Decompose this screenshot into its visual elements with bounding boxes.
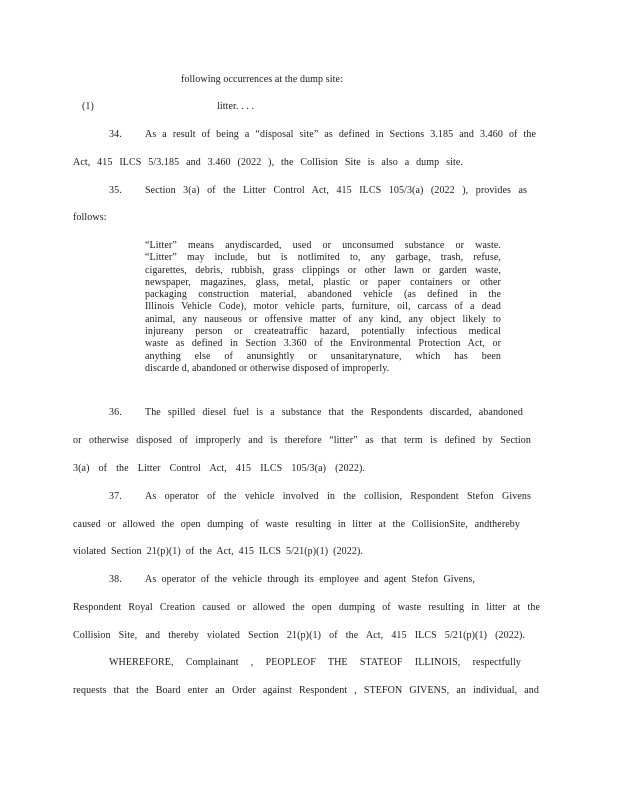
wherefore-line-2: requests that the Board enter an Order against Respondent , STEFON GIVENS, an individual, and xyxy=(73,685,539,696)
paragraph-35-number: 35. xyxy=(109,185,122,196)
paragraph-36-line-2: or otherwise disposed of improperly and is therefore “litter” as that term is defined by Section xyxy=(73,435,531,446)
continuation-line: following occurrences at the dump site: xyxy=(181,74,343,85)
quote-line: Illinois Vehicle Code), motor vehicle parts, furniture, oil, carcass of a dead xyxy=(145,301,501,313)
quote-line: packaging construction material, abandoned vehicle (as defined in the xyxy=(145,289,501,301)
block-quote xyxy=(145,240,501,375)
paragraph-36-line-1: The spilled diesel fuel is a substance that the Respondents discarded, abandoned xyxy=(145,407,523,418)
paragraph-34-line-1: As a result of being a “disposal site” as defined in Sections 3.185 and 3.460 of the xyxy=(145,129,536,140)
quote-line: waste as defined in Section 3.360 of the Environmental Protection Act, or xyxy=(145,338,501,350)
paragraph-37-number: 37. xyxy=(109,491,122,502)
paragraph-37-line-1: As operator of the vehicle involved in the collision, Respondent Stefon Givens xyxy=(145,491,531,502)
list-item-text: litter. . . . xyxy=(217,101,255,112)
paragraph-36-line-3: 3(a) of the Litter Control Act, 415 ILCS 105/3(a) (2022). xyxy=(73,463,365,474)
quote-line: discarde d, abandoned or otherwise disposed of improperly. xyxy=(145,362,390,374)
quote-line: cigarettes, debris, rubbish, grass clippings or other lawn or garden waste, xyxy=(145,264,501,276)
quote-line: animal, any nauseous or offensive matter of any kind, any object likely to xyxy=(145,313,501,325)
quote-line: anything else of anunsightly or unsanitarynature, which has been xyxy=(145,350,501,362)
paragraph-38-line-2: Respondent Royal Creation caused or allowed the open dumping of waste resulting in litter at the xyxy=(73,602,540,613)
paragraph-36-number: 36. xyxy=(109,407,122,418)
paragraph-38-line-1: As operator of the vehicle through its employee and agent Stefon Givens, xyxy=(145,574,475,585)
paragraph-38-line-3: Collision Site, and thereby violated Section 21(p)(1) of the Act, 415 ILCS 5/21(p)(1) (2022). xyxy=(73,630,525,641)
paragraph-34-line-2: Act, 415 ILCS 5/3.185 and 3.460 (2022 ), the Collision Site is also a dump site. xyxy=(73,157,463,168)
quote-line: injureany person or createatraffic hazard, potentially infectious medical xyxy=(145,326,501,338)
paragraph-34-number: 34. xyxy=(109,129,122,140)
paragraph-37-line-2: caused or allowed the open dumping of waste resulting in litter at the CollisionSite, andthereby xyxy=(73,519,520,530)
wherefore-line-1: WHEREFORE, Complainant , PEOPLEOF THE STATEOF ILLINOIS, respectfully xyxy=(109,657,521,668)
quote-line: “Litter” may include, but is notlimited to, any garbage, trash, refuse, xyxy=(145,252,501,264)
paragraph-37-line-3: violated Section 21(p)(1) of the Act, 415 ILCS 5/21(p)(1) (2022). xyxy=(73,546,363,557)
quote-line: “Litter” means anydiscarded, used or unconsumed substance or waste. xyxy=(145,240,501,251)
paragraph-38-number: 38. xyxy=(109,574,122,585)
paragraph-35-line-2: follows: xyxy=(73,212,107,223)
list-item-number: (1) xyxy=(82,101,94,112)
quote-line: newspaper, magazines, glass, metal, plastic or paper containers or other xyxy=(145,276,501,288)
paragraph-35-line-1: Section 3(a) of the Litter Control Act, 415 ILCS 105/3(a) (2022 ), provides as xyxy=(145,185,527,196)
